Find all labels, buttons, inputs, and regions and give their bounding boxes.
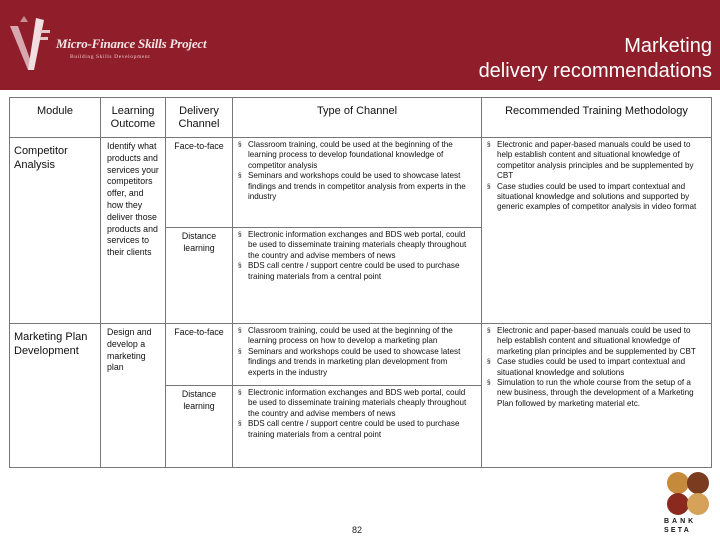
column-header: Delivery Channel [166, 98, 233, 138]
page-number: 82 [352, 525, 363, 535]
outcome-cell: Identify what products and services your competitors offer, and how they deliver those products and services to their clients [101, 138, 166, 324]
logo-line-1: BANK [664, 518, 697, 525]
column-header: Learning Outcome [101, 98, 166, 138]
delivery-cell: Distance learning [166, 228, 233, 324]
list-item: § Electronic information exchanges and BDS web portal, could be used to disseminate training materials cheaply throughout the country and advise members of news [237, 230, 476, 261]
list-item: § Simulation to run the whole course from the setup of a new business, through the development of a Marketing Plan followed by marketing material etc. [486, 378, 706, 409]
list-item: § Seminars and workshops could be used to showcase latest findings and trends in competitor analysis from experts in the industry [237, 171, 476, 202]
list-item: § Classroom training, could be used at the beginning of the learning process on how to develop a marketing plan [237, 326, 476, 347]
page-title [292, 34, 712, 84]
bankseta-logo [662, 470, 716, 536]
delivery-cell: Distance learning [166, 386, 233, 468]
title-line-1: Marketing [624, 35, 712, 57]
logo-name: Micro-Finance Skills Project [56, 36, 207, 51]
table-row [10, 138, 712, 228]
table-row [10, 324, 712, 386]
logo-line-2: SETA [664, 527, 691, 534]
recommendations-table [9, 97, 712, 468]
methodology-cell [482, 138, 712, 324]
list-item: § Seminars and workshops could be used to showcase latest findings and trends in marketing plan development from experts in the industry [237, 347, 476, 378]
mfsp-logo [6, 12, 207, 74]
module-cell: Marketing Plan Development [10, 324, 101, 468]
list-item: § Case studies could be used to impart contextual and situational knowledge and solutions and supported by generic examples of competitor analysis in video format [486, 182, 706, 213]
channel-type-cell [233, 228, 482, 324]
list-item: § Electronic and paper-based manuals could be used to help establish content and situational knowledge of competitor analysis principles and be supplemented by CBT [486, 140, 706, 182]
column-header: Module [10, 98, 101, 138]
slide-header [0, 0, 720, 90]
channel-type-cell [233, 324, 482, 386]
list-item: § Electronic information exchanges and BDS web portal, could be used to disseminate training materials cheaply throughout the country and advise members of news [237, 388, 476, 419]
list-item: § Classroom training, could be used at the beginning of the learning process to develop foundational knowledge of competitor analysis [237, 140, 476, 171]
logo-tagline: Building Skills Development [70, 54, 151, 60]
list-item: § BDS call centre / support centre could be used to purchase training materials from a central point [237, 419, 476, 440]
delivery-cell: Face-to-face [166, 138, 233, 228]
delivery-cell: Face-to-face [166, 324, 233, 386]
list-item: § Electronic and paper-based manuals could be used to help establish content and situational knowledge of marketing plan principles and be supplemented by CBT [486, 326, 706, 357]
column-header: Recommended Training Methodology [482, 98, 712, 138]
table-header-row [10, 98, 712, 138]
column-header: Type of Channel [233, 98, 482, 138]
module-cell: Competitor Analysis [10, 138, 101, 324]
bankseta-mark-icon [662, 470, 716, 518]
channel-type-cell [233, 138, 482, 228]
title-line-2: delivery recommendations [478, 60, 712, 82]
logo-mark-icon [6, 12, 58, 74]
list-item: § BDS call centre / support centre could be used to purchase training materials from a central point [237, 261, 476, 282]
methodology-cell [482, 324, 712, 468]
channel-type-cell [233, 386, 482, 468]
outcome-cell: Design and develop a marketing plan [101, 324, 166, 468]
list-item: § Case studies could be used to impart contextual and situational knowledge and solutions [486, 357, 706, 378]
